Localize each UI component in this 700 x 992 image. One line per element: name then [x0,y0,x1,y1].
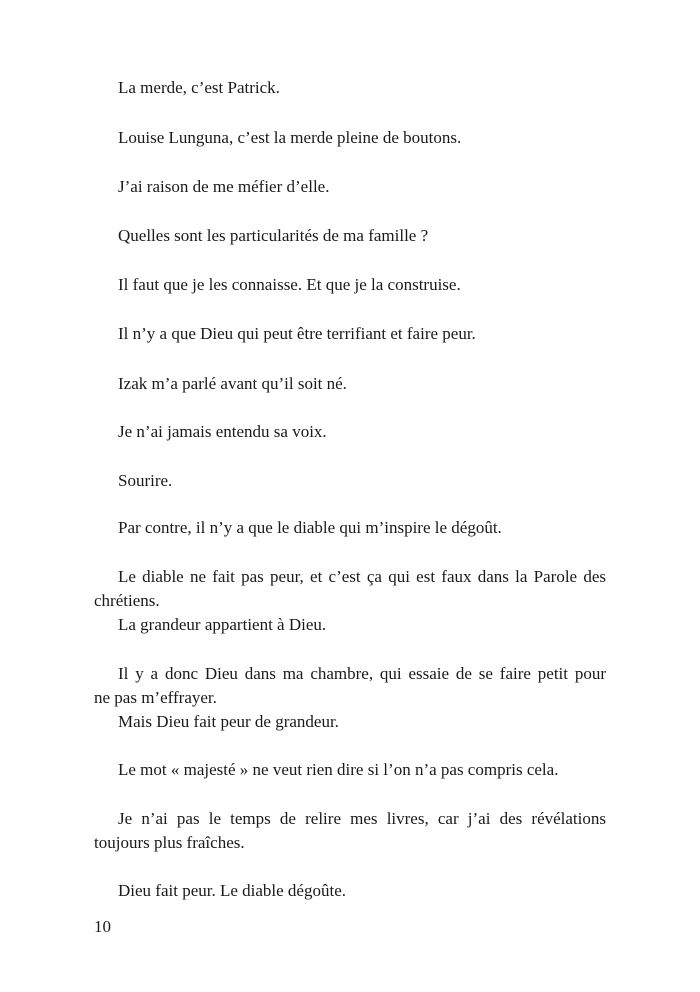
text-line: Quelles sont les particularités de ma famille ? [118,226,429,245]
text-line: Il n’y a que Dieu qui peut être terrifiant et faire peur. [118,324,476,343]
page-number: 10 [94,917,111,936]
text-line: Dieu fait peur. Le diable dégoûte. [118,881,346,900]
text-line: Louise Lunguna, c’est la merde pleine de boutons. [118,128,462,147]
text-line: toujours plus fraîches. [94,833,245,852]
text-line: Izak m’a parlé avant qu’il soit né. [118,374,347,393]
text-line: La grandeur appartient à Dieu. [118,615,327,634]
text-line: Par contre, il n’y a que le diable qui m’inspire le dégoût. [118,518,502,537]
book-page [94,0,606,992]
text-line: La merde, c’est Patrick. [118,78,280,97]
text-line: Le mot « majesté » ne veut rien dire si l’on n’a pas compris cela. [118,760,559,779]
text-line: J’ai raison de me méfier d’elle. [118,177,330,196]
text-line: chrétiens. [94,591,160,610]
text-line: Je n’ai jamais entendu sa voix. [118,422,327,441]
text-line: ne pas m’effrayer. [94,688,217,707]
text-line: Le diable ne fait pas peur, et c’est ça qui est faux dans la Parole des [118,567,606,586]
text-line: Il y a donc Dieu dans ma chambre, qui essaie de se faire petit pour [118,664,606,683]
text-line: Mais Dieu fait peur de grandeur. [118,712,339,731]
text-line: Il faut que je les connaisse. Et que je la construise. [118,275,461,294]
text-line: Sourire. [118,471,173,490]
text-line: Je n’ai pas le temps de relire mes livres, car j’ai des révélations [118,809,606,828]
